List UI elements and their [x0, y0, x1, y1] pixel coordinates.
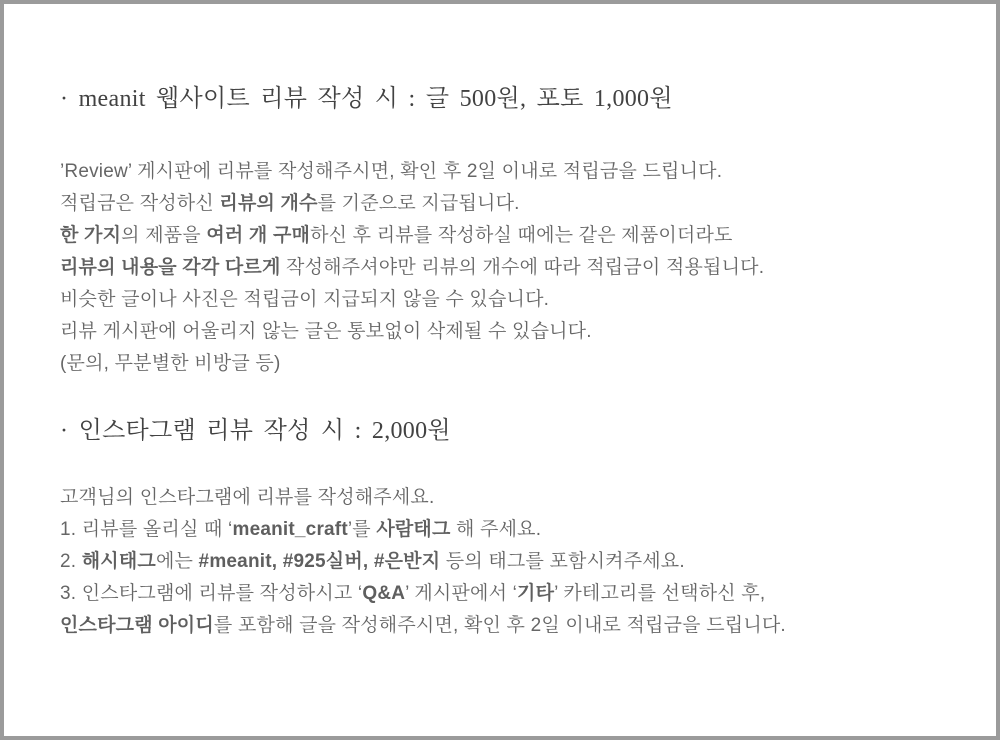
instagram-review-body — [60, 482, 956, 642]
text-segment: 하신 후 리뷰를 작성하실 때에는 같은 제품이더라도 — [310, 225, 733, 246]
text-line — [60, 610, 956, 642]
review-policy-document — [4, 4, 996, 642]
text-segment: 고객님의 인스타그램에 리뷰를 작성해주세요. — [60, 487, 435, 508]
text-segment-bold: Q&A — [362, 583, 406, 604]
text-line — [60, 578, 956, 610]
text-segment: 비슷한 글이나 사진은 적립금이 지급되지 않을 수 있습니다. — [60, 289, 550, 310]
text-segment: (문의, 무분별한 비방글 등) — [60, 353, 281, 374]
text-line — [60, 252, 956, 284]
text-segment-bold: meanit_craft — [232, 519, 348, 540]
text-segment-bold: #meanit, #925실버, #은반지 — [198, 551, 441, 572]
text-line — [60, 220, 956, 252]
text-segment: 를 기준으로 지급됩니다. — [317, 193, 520, 214]
text-line — [60, 348, 956, 380]
text-segment: 적립금은 작성하신 — [60, 193, 220, 214]
text-segment-bold: 여러 개 구매 — [206, 225, 311, 246]
text-segment-bold: 인스타그램 아이디 — [60, 615, 214, 636]
text-segment: 등의 태그를 포함시켜주세요. — [440, 551, 685, 572]
text-segment: 1. 리뷰를 올리실 때 ‘ — [60, 519, 233, 540]
text-segment: 작성해주셔야만 리뷰의 개수에 따라 적립금이 적용됩니다. — [280, 257, 765, 278]
text-line — [60, 546, 956, 578]
instagram-review-heading: · 인스타그램 리뷰 작성 시 : 2,000원 — [60, 418, 451, 444]
text-line — [60, 482, 956, 514]
text-segment: 를 포함해 글을 작성해주시면, 확인 후 2일 이내로 적립금을 드립니다. — [213, 615, 786, 636]
text-segment-bold: 리뷰의 내용을 각각 다르게 — [60, 257, 281, 278]
text-line — [60, 188, 956, 220]
website-review-heading: · meanit 웹사이트 리뷰 작성 시 : 글 500원, 포토 1,000원 — [60, 86, 673, 112]
text-segment-bold: 해시태그 — [81, 551, 156, 572]
instagram-review-section — [60, 416, 956, 642]
text-segment: 리뷰 게시판에 어울리지 않는 글은 통보없이 삭제될 수 있습니다. — [60, 321, 592, 342]
text-segment-bold: 한 가지 — [60, 225, 122, 246]
text-line — [60, 316, 956, 348]
text-segment: 해 주세요. — [450, 519, 542, 540]
website-review-section — [60, 84, 956, 380]
text-segment-bold: 기타 — [517, 583, 555, 604]
text-segment: ’를 — [347, 519, 377, 540]
text-segment: ’ 게시판에서 ‘ — [405, 583, 518, 604]
website-review-body — [60, 156, 956, 380]
text-segment-bold: 리뷰의 개수 — [219, 193, 318, 214]
text-segment: ’ 카테고리를 선택하신 후, — [554, 583, 766, 604]
text-line — [60, 284, 956, 316]
text-segment: 의 제품을 — [121, 225, 207, 246]
text-segment: 에는 — [155, 551, 199, 572]
text-line — [60, 514, 956, 546]
text-segment: ’Review’ 게시판에 리뷰를 작성해주시면, 확인 후 2일 이내로 적립금을 드립니다. — [60, 161, 723, 182]
text-segment-bold: 사람태그 — [376, 519, 451, 540]
text-segment: 2. — [60, 551, 82, 572]
text-line — [60, 156, 956, 188]
text-segment: 3. 인스타그램에 리뷰를 작성하시고 ‘ — [60, 583, 363, 604]
